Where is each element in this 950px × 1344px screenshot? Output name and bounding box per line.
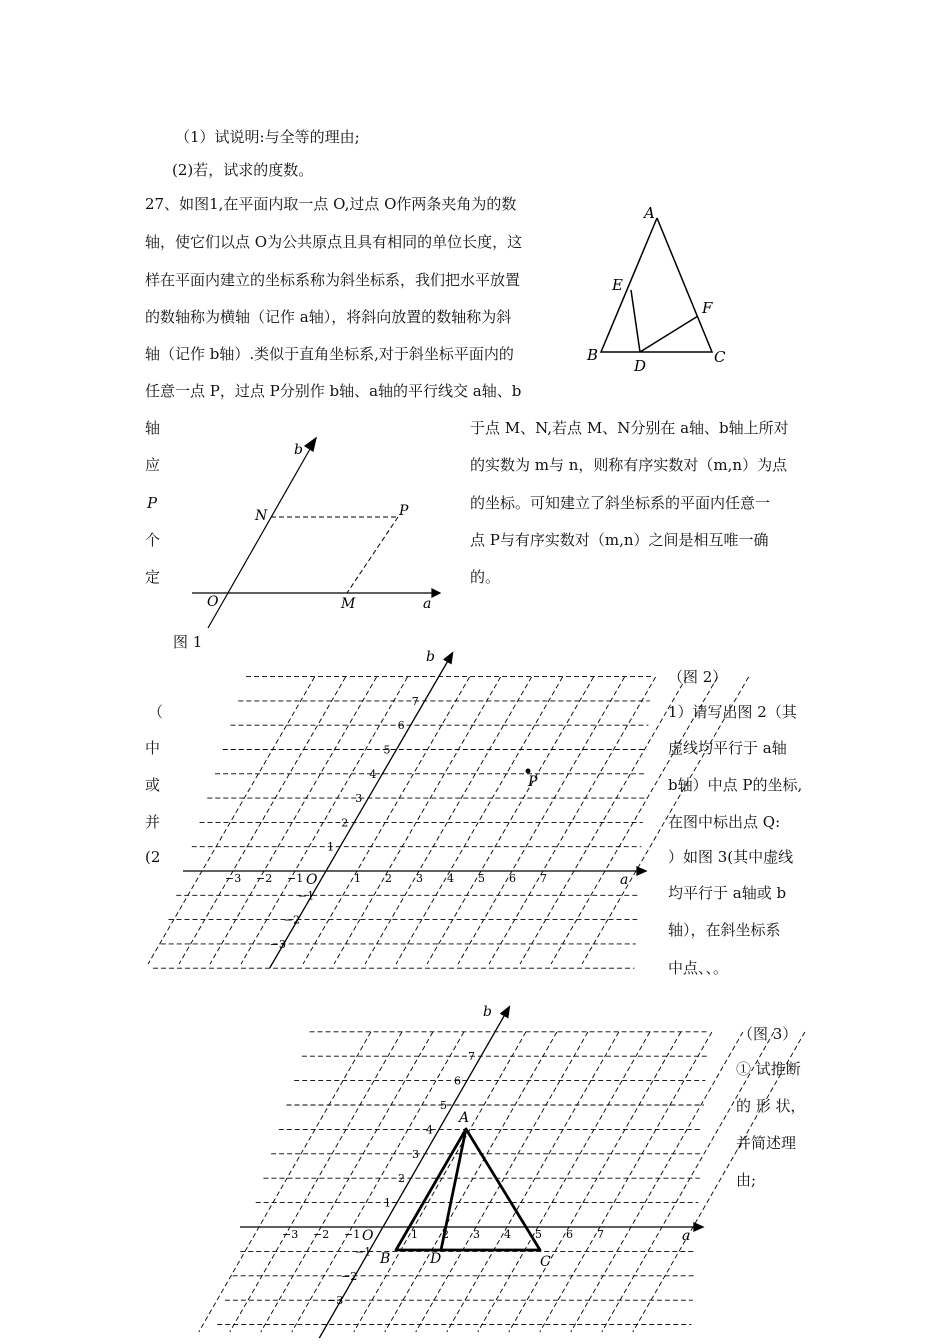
g3-a-tick-label: −3 <box>282 1228 299 1241</box>
fig3-label-a: A <box>459 1110 470 1126</box>
q27-line-2: 轴，使它们以点 O为公共原点且具有相同的单位长度，这 <box>145 233 523 251</box>
g3-b-tick-label: 6 <box>454 1074 461 1088</box>
g3-b-tick-label: 1 <box>384 1196 391 1210</box>
q27-left-5: 定 <box>145 568 161 586</box>
q27-line-1: 27、如图1,在平面内取一点 O,过点 O作两条夹角为的数 <box>145 195 517 213</box>
label-a: A <box>644 204 655 222</box>
g3-grid-col <box>633 1032 805 1332</box>
g2-a-tick-label: 2 <box>385 872 392 885</box>
g3-b-axis <box>319 1012 506 1338</box>
q27-left-2: 应 <box>145 456 161 474</box>
g3-b-tick-label: 4 <box>426 1123 433 1137</box>
g3-grid-col <box>385 1032 557 1332</box>
fig1-label-p: P <box>399 503 409 519</box>
g2-b-tick-label: −3 <box>269 937 286 951</box>
q27-right-3: 的坐标。可知建立了斜坐标系的平面内任意一 <box>470 494 771 512</box>
g3-grid-col <box>478 1032 650 1332</box>
label-b: B <box>587 346 599 364</box>
g3-a-tick-label: 1 <box>411 1228 418 1241</box>
q27-right-5: 的。 <box>470 568 501 586</box>
g2-b-tick-label: 7 <box>411 694 419 708</box>
g3-b-tick-label: −1 <box>355 1245 372 1259</box>
g3-b-tick-label: 3 <box>412 1147 419 1161</box>
g3-grid-col <box>540 1032 712 1332</box>
fig2-right-7: 轴），在斜坐标系 <box>668 921 781 939</box>
fig3-right-4: 由; <box>736 1171 757 1189</box>
fig3-label-c: C <box>540 1254 551 1270</box>
q27-line-4: 的数轴称为横轴（记作 a轴），将斜向放置的数轴称为斜 <box>145 308 512 326</box>
g2-b-tick-label: 3 <box>355 792 363 806</box>
g3-a-tick-label: −1 <box>344 1228 361 1241</box>
fig1-label-n: N <box>255 508 268 524</box>
q27-left-1: 轴 <box>145 419 161 437</box>
fig2-right-2: 虚线均平行于 a轴 <box>668 739 787 757</box>
g3-a-tick-label: −2 <box>313 1228 330 1241</box>
g3-a-tick-label: 6 <box>566 1228 573 1241</box>
fig2-left-5: (2 <box>145 848 161 866</box>
fig3-axis-a-label: a <box>682 1228 691 1244</box>
g3-grid-col <box>416 1032 588 1332</box>
q27-right-4: 点 P与有序实数对（m,n）之间是相互唯一确 <box>470 531 769 549</box>
label-d: D <box>634 357 647 375</box>
g2-a-tick-label: 1 <box>354 872 361 885</box>
g3-a-tick-label: 4 <box>504 1228 511 1241</box>
g2-b-tick-label: 1 <box>327 840 335 854</box>
fig3-axis-b-label: b <box>483 1004 492 1020</box>
g3-grid-col <box>354 1032 526 1332</box>
g3-grid-col <box>230 1032 402 1332</box>
fig2-caption: （图 2） <box>668 668 728 686</box>
fig2-left-4: 并 <box>145 813 161 831</box>
fig2-axis-a-label: a <box>620 872 629 888</box>
g3-a-tick-label: 3 <box>473 1228 480 1241</box>
g3-a-tick-label: 2 <box>442 1228 449 1241</box>
label-e: E <box>612 276 623 294</box>
fig3-origin-label: O <box>362 1228 374 1244</box>
g3-b-tick-label: 2 <box>398 1172 405 1186</box>
g2-b-tick-label: −2 <box>283 913 301 927</box>
g2-a-tick-label: 7 <box>540 872 547 885</box>
g3-a-tick-label: 5 <box>535 1228 542 1241</box>
g2-a-tick-label: 6 <box>509 872 516 885</box>
q27-left-3: P <box>147 494 158 512</box>
fig3-caption: （图 3） <box>738 1025 798 1043</box>
q27-line-3: 样在平面内建立的坐标系称为斜坐标系，我们把水平放置 <box>145 271 521 289</box>
g3-b-arrow <box>501 1007 509 1018</box>
g2-a-tick-label: −1 <box>287 872 304 885</box>
fig1-label-a: a <box>423 596 432 612</box>
fig3-label-d: D <box>430 1251 442 1267</box>
g2-b-tick-label: 2 <box>341 816 349 830</box>
q27-line-6: 任意一点 P，过点 P分别作 b轴、a轴的平行线交 a轴、b <box>145 382 522 400</box>
fig2-left-2: 中 <box>145 739 161 757</box>
g3-a-arrow <box>694 1223 703 1231</box>
fig1-label-m: M <box>341 596 356 612</box>
fig1-label-b: b <box>294 442 303 458</box>
g2-a-tick-label: 3 <box>416 872 423 885</box>
g3-a-tick-label: 7 <box>597 1228 604 1241</box>
fig2-right-1: 1）请写出图 2（其 <box>668 703 797 721</box>
fig1-caption: 图 1 <box>173 633 203 651</box>
g2-b-tick-label: −1 <box>297 889 315 903</box>
g3-grid-col <box>447 1032 619 1332</box>
g2-a-tick-label: −3 <box>225 872 242 885</box>
g2-a-tick-label: 5 <box>478 872 485 885</box>
label-c: C <box>714 348 726 366</box>
g3-grid-col <box>261 1032 433 1332</box>
g3-grid-col <box>571 1032 743 1332</box>
fig2-right-8: 中点、、。 <box>668 959 729 977</box>
fig2-axis-b-label: b <box>426 649 435 665</box>
g3-b-tick-label: −2 <box>341 1269 358 1283</box>
q27-right-1: 于点 M、N,若点 M、N分别在 a轴、b轴上所对 <box>470 419 789 437</box>
fig3-right-3: 并简述理 <box>736 1134 797 1152</box>
q26-sub2: (2)若，试求的度数。 <box>172 161 314 179</box>
fig2-right-5: ）如图 3(其中虚线 <box>668 848 794 866</box>
g3-grid-col <box>292 1032 464 1332</box>
fig1-label-o: O <box>207 594 219 610</box>
fig3-label-b: B <box>380 1251 391 1267</box>
g2-a-tick-label: −2 <box>256 872 273 885</box>
label-f: F <box>702 299 713 317</box>
fig2-point-p-label: P <box>528 774 538 790</box>
fig2-origin-label: O <box>306 872 318 888</box>
fig2-left-1: （ <box>148 703 164 721</box>
g3-b-tick-label: 7 <box>468 1050 475 1064</box>
fig2-right-6: 均平行于 a轴或 b <box>668 884 787 902</box>
fig3-segment-ad <box>441 1129 466 1250</box>
g2-b-tick-label: 6 <box>397 719 405 733</box>
g3-grid-col <box>602 1032 774 1332</box>
fig2-right-3: b轴）中点 P的坐标, <box>668 776 803 794</box>
q27-line-5: 轴（记作 b轴）.类似于直角坐标系,对于斜坐标平面内的 <box>145 345 514 363</box>
g2-b-tick-label: 5 <box>383 743 391 757</box>
fig3-right-2: 的 形 状， <box>736 1097 806 1115</box>
fig3-right-1: ① 试推断 <box>736 1060 801 1078</box>
fig2-left-3: 或 <box>145 776 161 794</box>
g3-grid-col <box>509 1032 681 1332</box>
q27-right-2: 的实数为 m与 n，则称有序实数对（m,n）为点 <box>470 456 788 474</box>
g2-b-tick-label: 4 <box>369 767 377 781</box>
g3-b-tick-label: −3 <box>327 1294 344 1308</box>
g3-b-tick-label: 5 <box>440 1099 447 1112</box>
fig2-right-4: 在图中标出点 Q: <box>668 813 781 831</box>
q26-sub1: （1）试说明:与全等的理由; <box>175 128 360 146</box>
g2-a-tick-label: 4 <box>447 872 454 885</box>
g3-grid-col <box>199 1032 371 1332</box>
q27-left-4: 个 <box>145 531 161 549</box>
